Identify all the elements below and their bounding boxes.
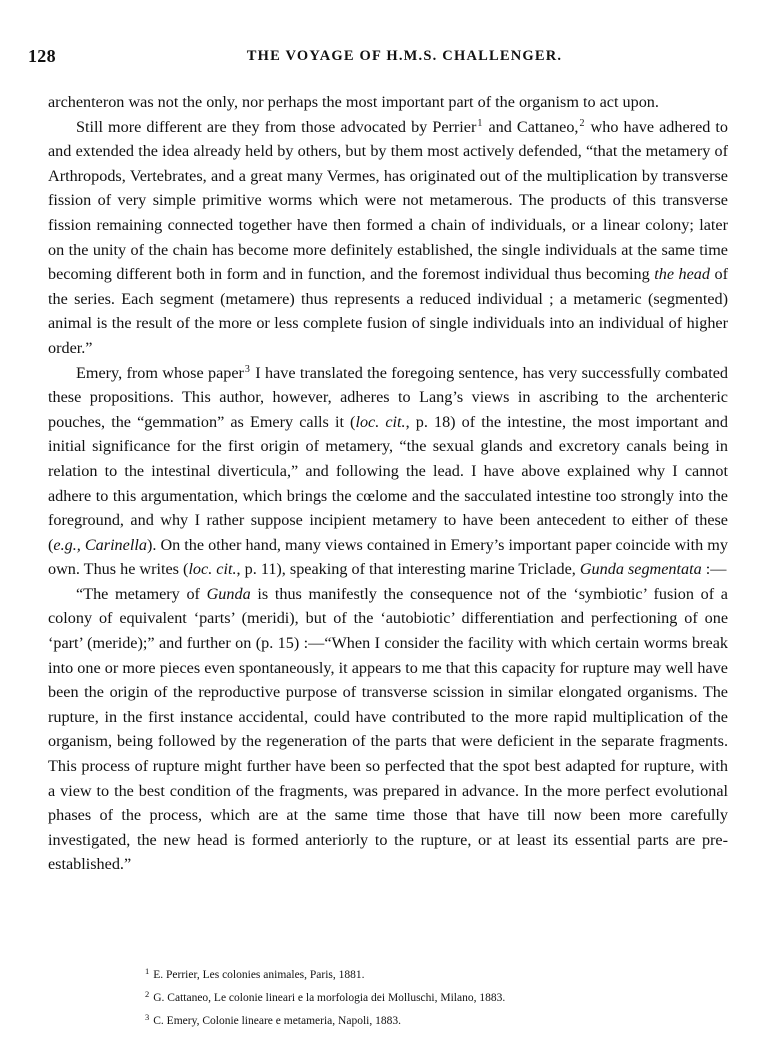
paragraph-text: , p. 18) of the intestine, the most important and initial significance for the first origin of metamery, “the sexual glands and excretory canals being in relation to the intestinal diverticula,” and following the lead. I have above explained why I cannot adhere to this argumentation, which brings the cœlome and the sacculated intestine too strongly into the foreground, and why I rather suppose incipient metamery to have been antecedent to either of these (: [48, 412, 728, 554]
footnote-ref-1: 1: [477, 117, 483, 129]
italic-term: e.g., Carinella: [53, 535, 147, 554]
paragraph-text: is thus manifestly the consequence not of the ‘symbiotic’ fusion of a colony of equivalent ‘parts’ (meridi), but of the ‘autobiotic’ differentiation and perfectioning of one ‘part’ (meride);” and further on (p. 15) :—“When I consider the facility with which certain worms break into one or more pieces even spontaneously, it appears to me that this capacity for rupture may well have been the origin of the reproductive purpose of transverse scission in similar elongated organisms. The rupture, in the first instance accidental, could have contributed to the more rapid multiplication of the organism, being followed by the regeneration of the parts that were deficient in the separate fragments. This process of rupture might further have been so perfected that the spot best adapted for rupture, with a view to the best condition of the fragments, was prepared in advance. In the more perfect evolutional phases of the process, which are at the same time those that have till now been more carefully investigated, the new head is formed anteriorly to the rupture, or at least its essential parts are pre-established.”: [48, 584, 728, 874]
footnote-ref-3: 3: [244, 363, 250, 375]
footnote-ref-2: 2: [579, 117, 585, 129]
paragraph-text: ). On the other hand, many views contained in Emery’s important paper coincide with my own. Thus he writes (: [48, 535, 728, 579]
paragraph-emery: [48, 361, 728, 582]
italic-term: Gunda segmentata: [579, 560, 702, 579]
footnote-text: C. Emery, Colonie lineare e metameria, Napoli, 1883.: [153, 1015, 401, 1027]
running-head: THE VOYAGE OF H.M.S. CHALLENGER.: [246, 48, 563, 64]
footnote-mark: 2: [145, 989, 150, 999]
paragraph-perrier-cattaneo: [48, 115, 728, 361]
footnotes: [145, 962, 705, 1031]
footnote-mark: 3: [145, 1012, 150, 1022]
footnote-text: G. Cattaneo, Le colonie lineari e la morfologia dei Molluschi, Milano, 1883.: [153, 992, 506, 1004]
footnote-text: E. Perrier, Les colonies animales, Paris, 1881.: [153, 969, 365, 981]
paragraph-gunda-quote: [48, 582, 728, 877]
page-number: 128: [28, 46, 56, 66]
italic-citation: loc. cit.: [355, 412, 406, 431]
paragraph-text: , p. 11), speaking of that interesting marine Triclade,: [236, 560, 580, 579]
paragraph-text: archenteron was not the only, nor perhaps the most important part of the organism to act upon.: [48, 93, 659, 111]
paragraph-continuation: [48, 90, 728, 115]
footnote-mark: 1: [145, 966, 150, 976]
body-text: [48, 90, 728, 877]
paragraph-text: Still more different are they from those advocated by Perrier: [76, 117, 477, 136]
paragraph-text: “The metamery of: [76, 584, 207, 603]
paragraph-text: who have adhered to and extended the idea already held by others, but by them most actively defended, “that the metamery of Arthropods, Vertebrates, and a great many Vermes, has originated out of the multiplication by transverse fission of very simple primitive worms which were not metamerous. The products of this transverse fission remaining connected together have then formed a chain of individuals, or a linear colony; later on the unity of the chain has become more definitely established, the single individuals at the same time becoming different both in form and in function, and the foremost individual thus becoming: [48, 117, 728, 284]
paragraph-text: Emery, from whose paper: [76, 363, 244, 382]
italic-term: Gunda: [206, 584, 251, 603]
italic-citation: loc. cit.: [188, 560, 237, 579]
footnote: [145, 962, 705, 985]
paragraph-text: of the series. Each segment (metamere) thus represents a reduced individual ; a metameric (segmented) animal is the result of the more or less complete fusion of single individuals into an individual of higher order.”: [48, 265, 728, 357]
footnote: [145, 1008, 705, 1031]
paragraph-text: and Cattaneo,: [483, 117, 579, 136]
page-header: [28, 46, 731, 68]
paragraph-text: I have translated the foregoing sentence, has very successfully combated these propositions. This author, however, adheres to Lang’s views in ascribing to the archenteric pouches, the “gemmation” as Emery calls it (: [48, 363, 728, 431]
italic-term: the head: [654, 265, 710, 284]
paragraph-text: :—: [701, 560, 727, 579]
footnote: [145, 985, 705, 1008]
